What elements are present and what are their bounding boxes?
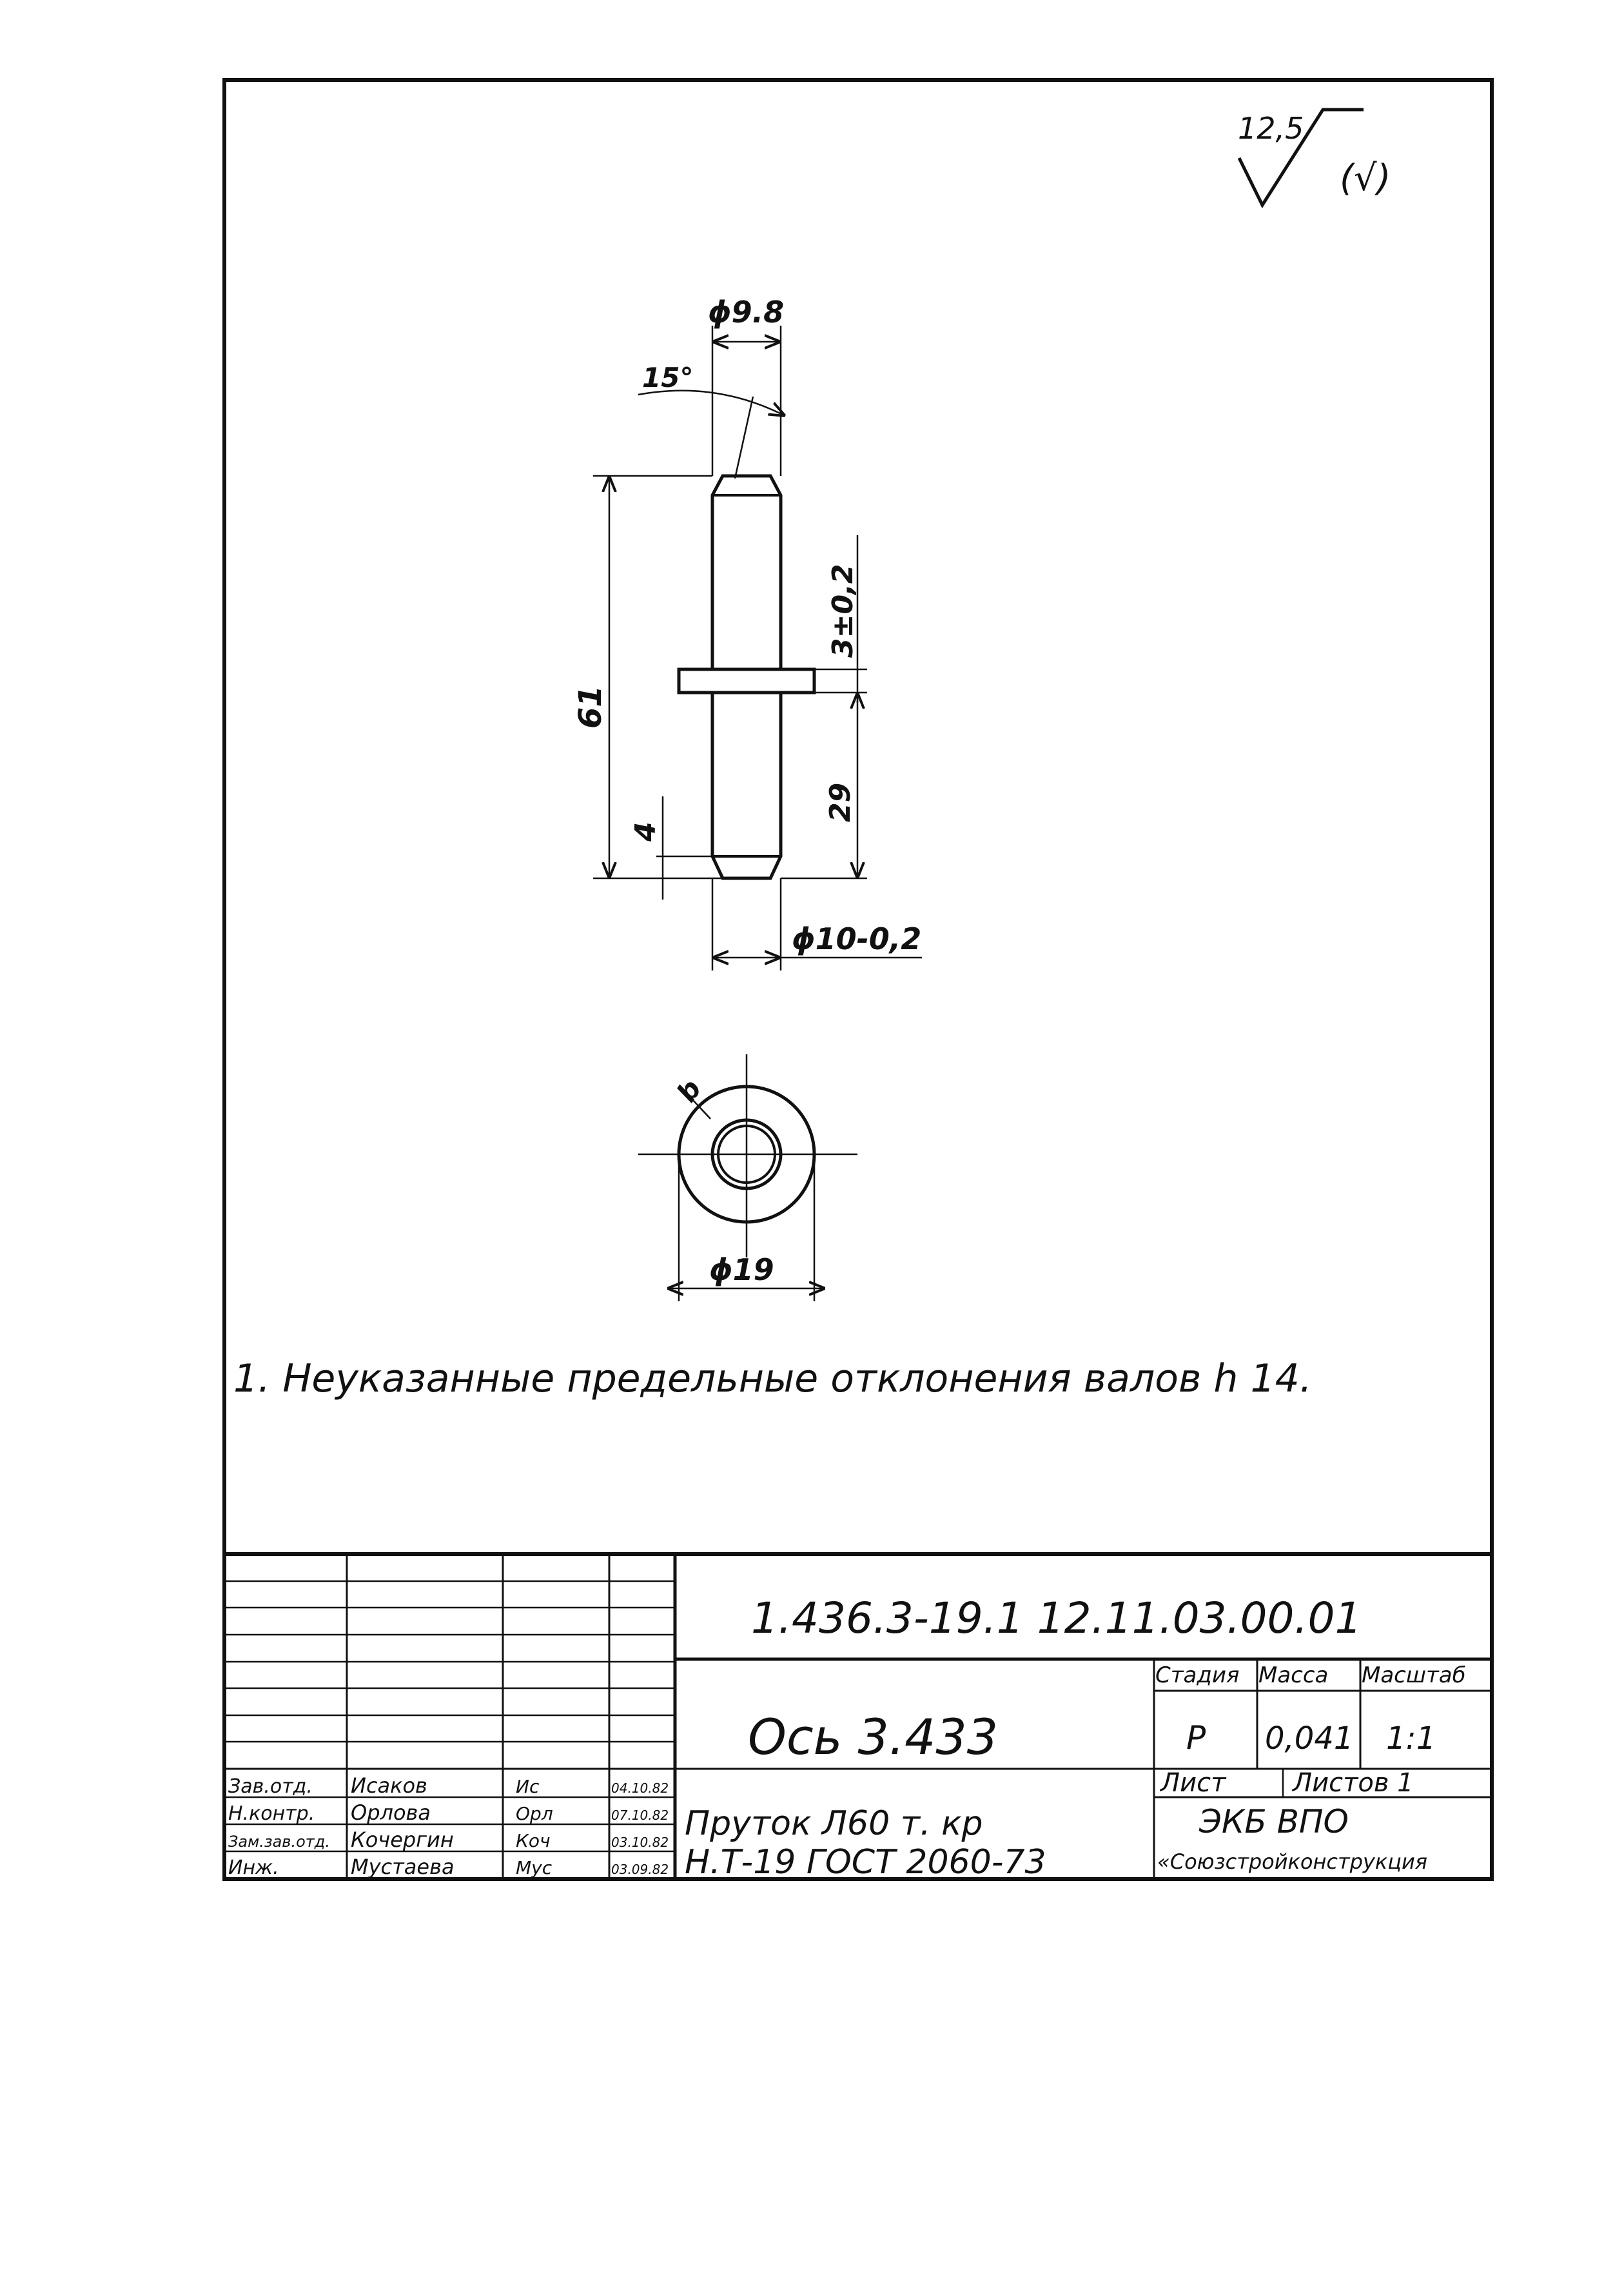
dim-total-length xyxy=(572,476,723,878)
organization-line-1: ЭКБ ВПО xyxy=(1199,1803,1349,1840)
organization-line-2: «Союзстройконструкция xyxy=(1157,1849,1428,1874)
sheet-label: Лист xyxy=(1160,1768,1226,1798)
lower-shaft xyxy=(712,693,781,878)
upper-shaft xyxy=(712,476,781,669)
head-diameter-label: ϕ9.8 xyxy=(708,295,785,330)
roughness-value: 12,5 xyxy=(1238,111,1304,146)
sheets-count-label: Листов 1 xyxy=(1293,1768,1414,1798)
signer-row-2 xyxy=(228,1827,669,1852)
signer-signature: Ис xyxy=(516,1776,540,1797)
signer-signature: Коч xyxy=(516,1830,551,1851)
part-name: Ось 3.433 xyxy=(748,1708,999,1766)
dim-lower-length xyxy=(781,693,867,878)
shaft-diameter-label: ϕ10-0,2 xyxy=(792,921,922,956)
dim-collar-offset xyxy=(814,535,867,703)
chamfer-length-label: 4 xyxy=(629,822,662,842)
signer-date: 04.10.82 xyxy=(611,1780,669,1796)
scale-value: 1:1 xyxy=(1386,1720,1436,1757)
stage-value: Р xyxy=(1186,1719,1206,1757)
drawing-designation: 1.436.3-19.1 12.11.03.00.01 xyxy=(751,1593,1362,1643)
signer-date: 07.10.82 xyxy=(611,1807,669,1823)
title-block xyxy=(224,1554,1492,1882)
material-line-1: Пруток Л60 т. кр xyxy=(685,1804,983,1843)
signer-role: Зав.отд. xyxy=(228,1775,313,1798)
dim-chamfer-length xyxy=(629,796,712,900)
roughness-symbol xyxy=(1238,110,1391,205)
collar-diameter-label: ϕ19 xyxy=(709,1252,774,1287)
material-line-2: Н.Т-19 ГОСТ 2060-73 xyxy=(685,1843,1046,1882)
part-side-view xyxy=(679,476,814,878)
signer-name: Мустаева xyxy=(351,1855,455,1879)
lower-length-label: 29 xyxy=(824,782,857,822)
signer-signature: Мус xyxy=(516,1857,553,1878)
signer-role: Инж. xyxy=(228,1856,279,1879)
signer-name: Исаков xyxy=(351,1773,427,1798)
end-view-b-label: b xyxy=(670,1073,708,1108)
signer-row-3 xyxy=(228,1855,669,1879)
part-end-view xyxy=(638,1054,857,1301)
signer-row-0 xyxy=(228,1773,669,1798)
signer-name: Кочергин xyxy=(351,1827,454,1852)
roughness-general: (√) xyxy=(1340,157,1391,199)
chamfer-angle-label: 15° xyxy=(642,362,694,393)
signer-date: 03.10.82 xyxy=(611,1835,669,1850)
mass-value: 0,041 xyxy=(1265,1720,1354,1757)
total-length-label: 61 xyxy=(572,685,609,729)
mass-header: Масса xyxy=(1258,1662,1329,1688)
stage-header: Стадия xyxy=(1155,1662,1240,1688)
dim-head-diameter xyxy=(708,295,784,476)
collar-offset-label: 3±0,2 xyxy=(827,564,859,658)
collar xyxy=(679,669,814,693)
dim-shaft-diameter xyxy=(712,878,922,970)
signer-role: Зам.зав.отд. xyxy=(228,1833,330,1851)
signer-name: Орлова xyxy=(351,1800,431,1825)
signer-row-1 xyxy=(228,1800,669,1825)
scale-header: Масштаб xyxy=(1362,1662,1466,1688)
signer-role: Н.контр. xyxy=(228,1802,315,1825)
signer-date: 03.09.82 xyxy=(611,1862,669,1877)
signer-signature: Орл xyxy=(516,1803,553,1824)
technical-note: 1. Неуказанные предельные отклонения валов h 14. xyxy=(233,1356,1312,1401)
